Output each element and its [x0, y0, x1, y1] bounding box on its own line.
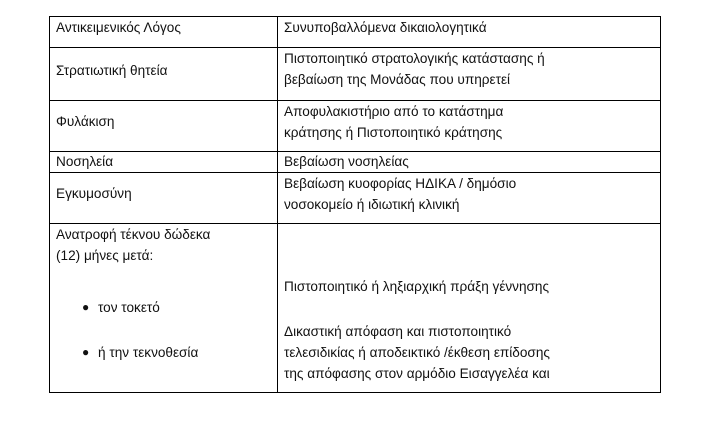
- table-row: [50, 173, 661, 224]
- table-header-row: [50, 17, 661, 48]
- documents-adoption-line-1: Δικαστική απόφαση και πιστοποιητικό: [284, 324, 512, 339]
- table-row: [50, 224, 661, 393]
- reason-child-line-1: Ανατροφή τέκνου δώδεκα: [56, 227, 211, 242]
- bullet-birth-text: τον τοκετό: [98, 300, 160, 315]
- bullet-birth: [56, 297, 271, 318]
- documents-pregnancy: [278, 173, 661, 224]
- header-documents: Συνυποβαλλόμενα δικαιολογητικά: [278, 17, 661, 48]
- documents-birth: Πιστοποιητικό ή ληξιαρχική πράξη γέννησης: [284, 279, 550, 294]
- bullet-adoption: [56, 342, 271, 363]
- reason-prison: Φυλάκιση: [50, 101, 278, 152]
- documents-pregnancy-line-1: Βεβαίωση κυοφορίας ΗΔΙΚΑ / δημόσιο: [284, 176, 517, 191]
- documents-prison-line-1: Αποφυλακιστήριο από το κατάστημα: [284, 104, 504, 119]
- documents-military-line-1: Πιστοποιητικό στρατολογικής κατάστασης ή: [284, 51, 545, 66]
- bullet-icon: ●: [82, 345, 90, 359]
- reason-pregnancy: Εγκυμοσύνη: [50, 173, 278, 224]
- documents-adoption-line-3: της απόφασης στον αρμόδιο Εισαγγελέα και: [284, 366, 550, 381]
- requirements-table: [49, 16, 661, 393]
- reason-child: [50, 224, 278, 393]
- reason-child-line-2: (12) μήνες μετά:: [56, 248, 154, 263]
- bullet-adoption-text: ή την τεκνοθεσία: [98, 345, 199, 360]
- reason-military: Στρατιωτική θητεία: [50, 48, 278, 101]
- table-row: [50, 101, 661, 152]
- documents-military: [278, 48, 661, 101]
- documents-hospital: Βεβαίωση νοσηλείας: [278, 152, 661, 173]
- table-row: [50, 152, 661, 173]
- header-reason: Αντικειμενικός Λόγος: [50, 17, 278, 48]
- table-row: [50, 48, 661, 101]
- documents-prison: [278, 101, 661, 152]
- documents-adoption-line-2: τελεσιδικίας ή αποδεικτικό /έκθεση επίδοσης: [284, 345, 550, 360]
- documents-pregnancy-line-2: νοσοκομείο ή ιδιωτική κλινική: [284, 197, 460, 212]
- bullet-icon: ●: [82, 300, 90, 314]
- documents-child: [278, 224, 661, 393]
- documents-prison-line-2: κράτησης ή Πιστοποιητικό κράτησης: [284, 125, 503, 140]
- documents-military-line-2: βεβαίωση της Μονάδας που υπηρετεί: [284, 72, 511, 87]
- reason-hospital: Νοσηλεία: [50, 152, 278, 173]
